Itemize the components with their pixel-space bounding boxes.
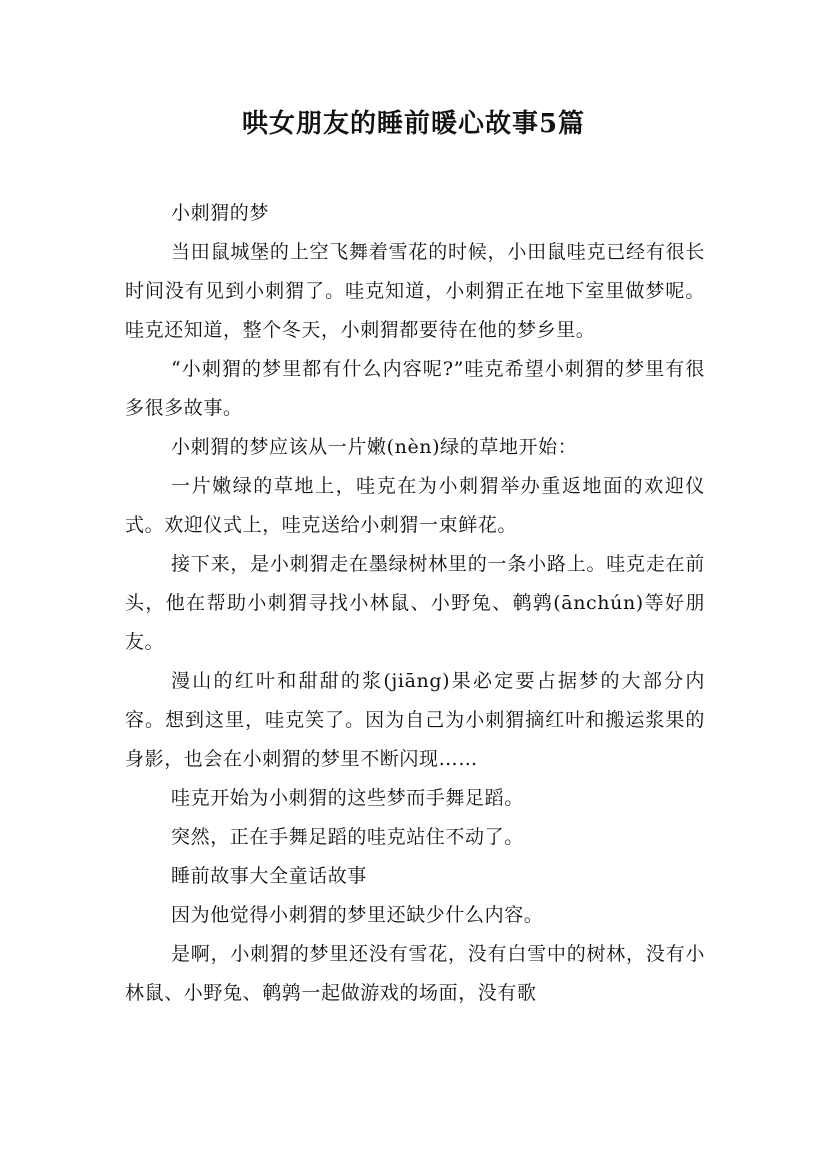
paragraph: “小刺猬的梦里都有什么内容呢?”哇克希望小刺猬的梦里有很多很多故事。 xyxy=(125,358,705,419)
paragraph: 突然，正在手舞足蹈的哇克站住不动了。 xyxy=(171,826,524,848)
paragraph: 当田鼠城堡的上空飞舞着雪花的时候，小田鼠哇克已经有很长时间没有见到小刺猬了。哇克知道，小刺猬正在地下室里做梦呢。哇克还知道，整个冬天，小刺猬都要待在他的梦乡里。 xyxy=(125,241,705,341)
paragraph: 接下来，是小刺猬走在墨绿树林里的一条小路上。哇克走在前头，他在帮助小刺猬寻找小林鼠、小野兔、鹌鹑(ānchún)等好朋友。 xyxy=(125,553,705,653)
paragraph: 一片嫩绿的草地上，哇克在为小刺猬举办重返地面的欢迎仪式。欢迎仪式上，哇克送给小刺猬一束鲜花。 xyxy=(125,475,705,536)
document-body xyxy=(125,194,705,1013)
section-heading: 小刺猬的梦 xyxy=(171,202,270,224)
document-title: 哄女朋友的睡前暖心故事5篇 xyxy=(241,109,586,139)
paragraph: 漫山的红叶和甜甜的浆(jiāng)果必定要占据梦的大部分内容。想到这里，哇克笑了。因为自己为小刺猬摘红叶和搬运浆果的身影，也会在小刺猬的梦里不断闪现…… xyxy=(125,670,705,770)
paragraph: 是啊，小刺猬的梦里还没有雪花，没有白雪中的树林，没有小林鼠、小野兔、鹌鹑一起做游戏的场面，没有歌 xyxy=(125,943,705,1004)
paragraph: 因为他觉得小刺猬的梦里还缺少什么内容。 xyxy=(171,904,544,926)
paragraph: 哇克开始为小刺猬的这些梦而手舞足蹈。 xyxy=(171,787,524,809)
paragraph: 睡前故事大全童话故事 xyxy=(171,865,368,887)
paragraph: 小刺猬的梦应该从一片嫩(nèn)绿的草地开始： xyxy=(171,436,578,458)
